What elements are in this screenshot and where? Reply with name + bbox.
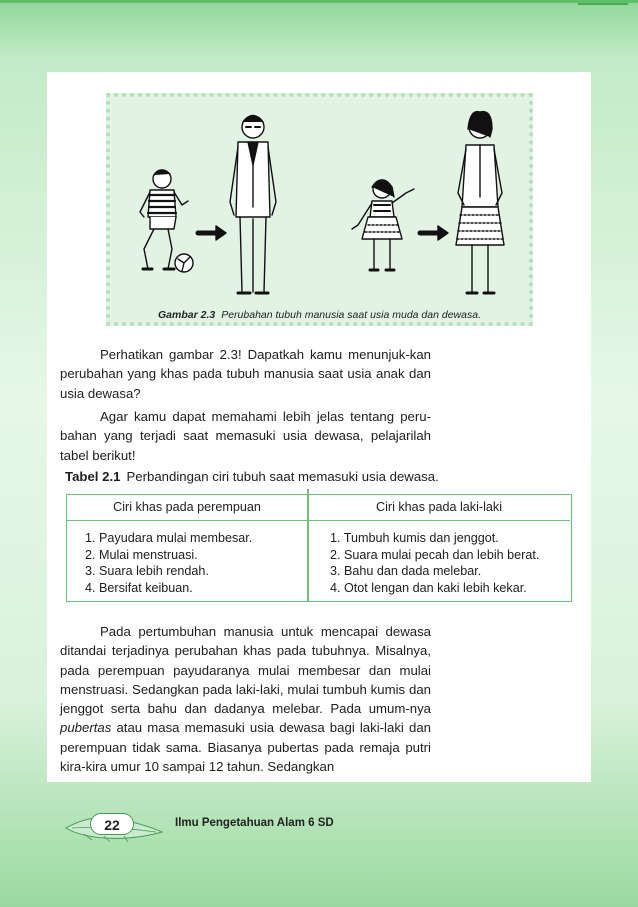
list-item: 1. Tumbuh kumis dan jenggot. bbox=[330, 531, 499, 545]
list-item: 4. Bersifat keibuan. bbox=[85, 580, 193, 595]
woman-figure bbox=[456, 112, 504, 293]
page-number: 22 bbox=[90, 813, 134, 835]
intro-paragraph-2 bbox=[60, 407, 431, 465]
body-paragraph-after: atau masa memasuki usia dewasa bagi laki-laki dan perempuan tidak sama. Biasanya pubertas pada remaja putri kira-kira umur 10 sampai 12 tahun. Sedangkan bbox=[60, 720, 431, 775]
male-traits-list bbox=[330, 530, 539, 596]
man-figure bbox=[230, 116, 276, 294]
list-item: 2. Mulai menstruasi. bbox=[85, 547, 198, 562]
header-female: Ciri khas pada perempuan bbox=[113, 500, 261, 514]
intro-paragraph-1-text: Perhatikan gambar 2.3! Dapatkah kamu menunjuk-kan perubahan yang khas pada tubuh manusia saat usia anak dan usia dewasa? bbox=[60, 347, 431, 401]
pubertas-term: pubertas bbox=[60, 720, 112, 736]
book-title: Ilmu Pengetahuan Alam 6 SD bbox=[175, 817, 334, 829]
table-title bbox=[65, 469, 439, 484]
figure-2-3 bbox=[106, 93, 533, 326]
list-item: 3. Suara lebih rendah. bbox=[85, 564, 209, 578]
figure-caption-text: Perubahan tubuh manusia saat usia muda dan dewasa. bbox=[221, 309, 481, 321]
figure-caption bbox=[110, 309, 529, 321]
list-item: 2. Suara mulai pecah dan lebih berat. bbox=[330, 547, 540, 562]
figure-caption-label: Gambar 2.3 bbox=[158, 309, 216, 321]
top-mark bbox=[578, 3, 628, 5]
header-male: Ciri khas pada laki-laki bbox=[376, 500, 502, 514]
intro-paragraph-2-text: Agar kamu dapat memahami lebih jelas tentang peru-bahan yang terjadi saat memasuki usia dewasa, pelajarilah tabel berikut! bbox=[60, 409, 431, 463]
top-rule bbox=[0, 0, 638, 3]
body-paragraph-before: Pada pertumbuhan manusia untuk mencapai dewasa ditandai terjadinya perubahan khas pada tubuhnya. Misalnya, pada perempuan payudaranya mulai membesar dan mulai menstruasi. Sedangkan pada laki-laki, mulai tumbuh kumis dan jenggot serta bahu dan dadanya melebar. Pada umum-nya bbox=[60, 624, 431, 717]
list-item: 4. Otot lengan dan kaki lebih kekar. bbox=[330, 580, 527, 595]
boy-figure bbox=[140, 170, 193, 272]
list-item: 1. Payudara mulai membesar. bbox=[85, 531, 253, 545]
body-paragraph bbox=[60, 622, 431, 776]
growth-illustration bbox=[110, 97, 529, 302]
comparison-table bbox=[66, 494, 572, 602]
female-traits-list bbox=[85, 530, 252, 596]
list-item: 3. Bahu dan dada melebar. bbox=[330, 564, 482, 578]
girl-figure bbox=[352, 180, 414, 270]
table-title-text: Perbandingan ciri tubuh saat memasuki usia dewasa. bbox=[126, 469, 439, 484]
page-sheet bbox=[47, 72, 591, 782]
intro-paragraph-1 bbox=[60, 345, 431, 403]
table-label: Tabel 2.1 bbox=[65, 469, 121, 484]
